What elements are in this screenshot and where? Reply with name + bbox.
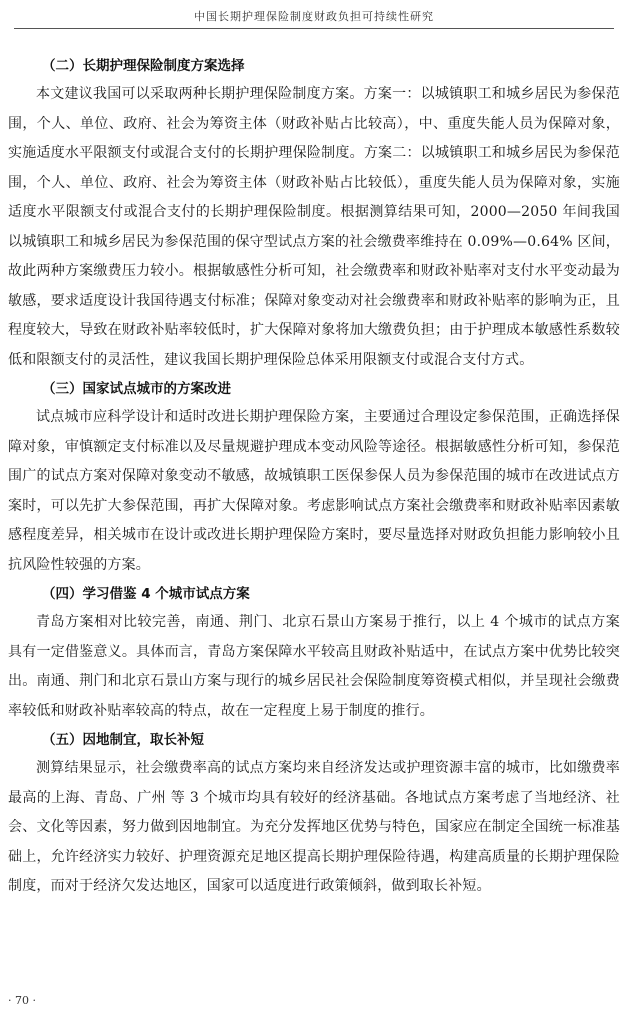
running-header: 中国长期护理保险制度财政负担可持续性研究 xyxy=(194,10,434,23)
section-2 xyxy=(8,52,620,375)
section-4 xyxy=(8,580,620,726)
header-rule xyxy=(14,28,614,29)
section-paragraph: 青岛方案相对比较完善，南通、荆门、北京石景山方案易于推行，以上 4 个城市的试点方案具有一定借鉴意义。具体而言，青岛方案保障水平较高且财政补贴适中，在试点方案中优势比较突出。南通、荆门和北京石景山方案与现行的城乡居民社会保险制度筹资模式相似，并呈现社会缴费率较低和财政补贴率较高的特点，故在一定程度上易于制度的推行。 xyxy=(8,614,620,719)
page-number: · 70 · xyxy=(8,994,36,1007)
section-paragraph: 试点城市应科学设计和适时改进长期护理保险方案，主要通过合理设定参保范围，正确选择保障对象，审慎额定支付标准以及尽量规避护理成本变动风险等途径。根据敏感性分析可知，参保范围广的试点方案对保障对象变动不敏感，故城镇职工医保参保人员为参保范围的城市在改进试点方案时，可以先扩大参保范围，再扩大保障对象。考虑影响试点方案社会缴费率和财政补贴率因素敏感程度差异，相关城市在设计或改进长期护理保险方案时，要尽量选择对财政负担能力影响较小且抗风险性较强的方案。 xyxy=(8,409,620,573)
section-heading: （二）长期护理保险制度方案选择 xyxy=(42,58,245,74)
section-paragraph: 测算结果显示，社会缴费率高的试点方案均来自经济发达或护理资源丰富的城市，比如缴费率最高的上海、青岛、广州 等 3 个城市均具有较好的经济基础。各地试点方案考虑了当地经济、社会、文化等因素，努力做到因地制宜。为充分发挥地区优势与特色，国家应在制定全国统一标准基础上，允许经济实力较好、护理资源充足地区提高长期护理保险待遇，构建高质量的长期护理保险制度，而对于经济欠发达地区，国家可以适度进行政策倾斜，做到取长补短。 xyxy=(8,760,620,894)
article-body xyxy=(8,52,620,902)
section-paragraph: 本文建议我国可以采取两种长期护理保险制度方案。方案一：以城镇职工和城乡居民为参保范围，个人、单位、政府、社会为筹资主体（财政补贴占比较高），中、重度失能人员为保障对象，实施适度水平限额支付或混合支付的长期护理保险制度。方案二：以城镇职工和城乡居民为参保范围，个人、单位、政府、社会为筹资主体（财政补贴占比较低），重度失能人员为保障对象，实施适度水平限额支付或混合支付的长期护理保险制度。根据测算结果可知，2000—2050 年间我国以城镇职工和城乡居民为参保范围的保守型试点方案的社会缴费率维持在 0.09%—0.64% 区间，故此两种方案缴费压力较小。根据敏感性分析可知，社会缴费率和财政补贴率对支付水平变动最为敏感，要求适度设计我国待遇支付标准；保障对象变动对社会缴费率和财政补贴率的影响为正，且程度较大，导致在财政补贴率较低时，扩大保障对象将加大缴费负担；由于护理成本敏感性系数较低和限额支付的灵活性，建议我国长期护理保险总体采用限额支付或混合支付方式。 xyxy=(8,86,620,368)
section-heading: （五）因地制宜，取长补短 xyxy=(42,732,204,748)
section-heading: （四）学习借鉴 4 个城市试点方案 xyxy=(42,586,250,602)
section-5 xyxy=(8,726,620,902)
section-heading: （三）国家试点城市的方案改进 xyxy=(42,381,231,397)
section-3 xyxy=(8,375,620,580)
